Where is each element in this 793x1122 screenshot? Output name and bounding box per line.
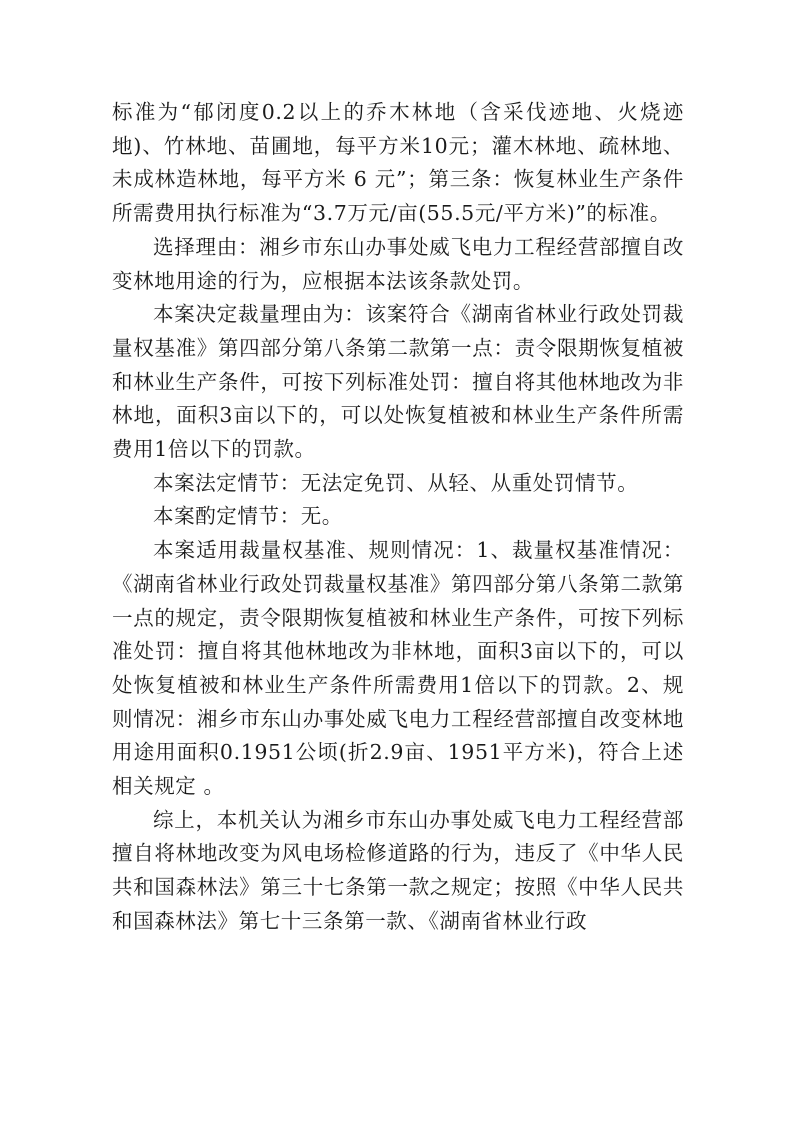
paragraph-selection-reason: 选择理由：湘乡市东山办事处威飞电力工程经营部擅自改变林地用途的行为，应根据本法该条款处罚。	[112, 234, 684, 293]
paragraph-applicable-standards: 本案适用裁量权基准、规则情况：1、裁量权基准情况：《湖南省林业行政处罚裁量权基准》第四部分第八条第二款第一点的规定，责令限期恢复植被和林业生产条件，可按下列标准处罚：擅自将其他林地改为非林地，面积3亩以下的，可以处恢复植被和林业生产条件所需费用1倍以下的罚款。2、规则情况：湘乡市东山办事处威飞电力工程经营部擅自改变林地用途用面积0.1951公顷(折2.9亩、1951平方米)，符合上述相关规定 。	[112, 538, 684, 799]
document-body	[112, 96, 684, 939]
paragraph-discretionary-circumstances: 本案酌定情节：无。	[153, 504, 343, 529]
paragraph-discretion-reason: 本案决定裁量理由为：该案符合《湖南省林业行政处罚裁量权基准》第四部分第八条第二款第一点：责令限期恢复植被和林业生产条件，可按下列标准处罚：擅自将其他林地改为非林地，面积3亩以下的，可以处恢复植被和林业生产条件所需费用1倍以下的罚款。	[112, 302, 684, 462]
paragraph-continuation: 标准为“郁闭度0.2以上的乔木林地（含采伐迹地、火烧迹地)、竹林地、苗圃地，每平方米10元；灌木林地、疏林地、未成林造林地，每平方米 6 元”；第三条：恢复林业生产条件所需费用执行标准为“3.7万元/亩(55.5元/平方米)”的标准。	[112, 100, 684, 226]
paragraph-statutory-circumstances: 本案法定情节：无法定免罚、从轻、从重处罚情节。	[153, 470, 639, 495]
paragraph-conclusion: 综上，本机关认为湘乡市东山办事处威飞电力工程经营部擅自将林地改变为风电场检修道路的行为，违反了《中华人民共和国森林法》第三十七条第一款之规定；按照《中华人民共和国森林法》第七十三条第一款、《湖南省林业行政	[112, 807, 684, 933]
